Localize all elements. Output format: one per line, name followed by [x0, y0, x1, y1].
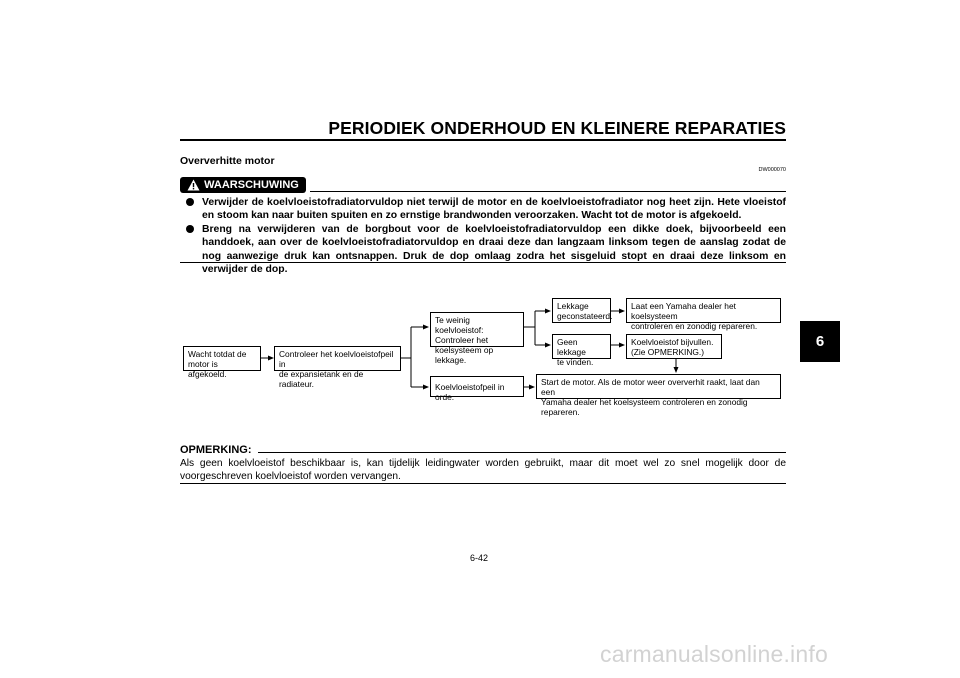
- flow-box-wait: Wacht totdat de motor is afgekoeld.: [183, 346, 261, 371]
- warning-label: WAARSCHUWING: [204, 179, 299, 191]
- section-title: Oververhitte motor: [180, 155, 275, 167]
- flow-box-too-little: Te weinig koelvloeistof: Controleer het koelsysteem op lekkage.: [430, 312, 524, 347]
- page-number: 6-42: [470, 553, 489, 563]
- flow-box-level-ok: Koelvloeistofpeil in orde.: [430, 376, 524, 397]
- flow-box-refill: Koelvloeistof bijvullen. (Zie OPMERKING.): [626, 334, 722, 359]
- note-bottom-rule: [180, 483, 786, 484]
- flow-box-check-level: Controleer het koelvloeistofpeil in de expansietank en de radiateur.: [274, 346, 401, 371]
- note-label: OPMERKING:: [180, 444, 252, 456]
- watermark: carmanualsonline.info: [600, 641, 828, 667]
- chapter-tab: 6: [800, 321, 840, 362]
- flow-box-dealer-check: Laat een Yamaha dealer het koelsysteem controleren en zonodig repareren.: [626, 298, 781, 323]
- flow-box-no-leak: Geen lekkage te vinden.: [552, 334, 611, 359]
- warning-item-text: Breng na verwijderen van de borgbout voor de koelvloeistofradiatorvuldop een dikke doek, bijvoorbeeld een handdoek, aan over de koelvloeistofradiatorvuldop en draai deze dan langzaam linksom tegen de aanslag zodat de nog aanwezige druk kan ontsnappen. Druk de dop omlaag zodra het sisgeluid stopt en draai deze linksom en verwijder de dop.: [202, 223, 786, 276]
- note-text: Als geen koelvloeistof beschikbaar is, kan tijdelijk leidingwater worden gebruikt, maar dit moet wel zo snel mogelijk door de voorgeschreven koelvloeistof worden vervangen.: [180, 458, 786, 482]
- page-header-title: PERIODIEK ONDERHOUD EN KLEINERE REPARATIES: [328, 118, 786, 138]
- reference-code: DW000070: [758, 167, 786, 173]
- warning-item-text: Verwijder de koelvloeistofradiatorvuldop niet terwijl de motor en de koelvloeistofradiator nog heet zijn. Hete vloeistof en stoom kan naar buiten spuiten en zo ernstige brandwonden veroorzaken. Wacht tot de motor is afgekoeld.: [202, 197, 786, 222]
- flow-box-leak-found: Lekkage geconstateerd.: [552, 298, 611, 323]
- flow-box-start-motor: Start de motor. Als de motor weer oververhit raakt, laat dan een Yamaha dealer het koelsysteem controleren en zonodig repareren.: [536, 374, 781, 399]
- note-rule: [258, 452, 786, 453]
